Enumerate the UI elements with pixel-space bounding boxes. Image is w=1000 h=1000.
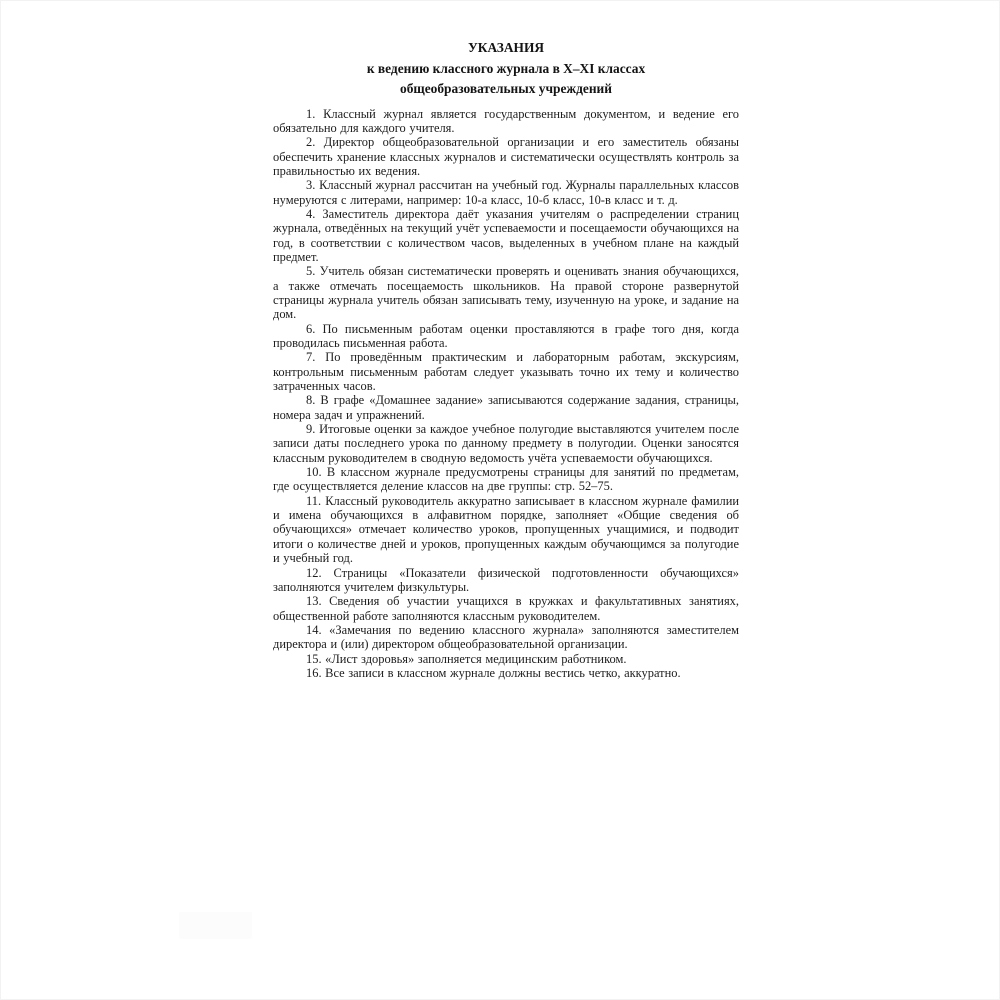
document-body <box>273 107 739 681</box>
instruction-item: 4. Заместитель директора даёт указания учителям о распределении страниц журнала, отведённых на текущий учёт успеваемости и посещаемости обучающихся на год, в соответствии с количеством часов, выделенных в учебном плане на каждый предмет. <box>273 206 739 264</box>
instruction-item: 1. Классный журнал является государственным документом, и ведение его обязательно для каждого учителя. <box>273 106 739 135</box>
text-column <box>273 38 739 680</box>
instruction-item: 12. Страницы «Показатели физической подготовленности обучающихся» заполняются учителем физкультуры. <box>273 565 739 594</box>
instruction-item: 10. В классном журнале предусмотрены страницы для занятий по предметам, где осуществляется деление классов на две группы: стр. 52–75. <box>273 465 739 494</box>
instruction-item: 14. «Замечания по ведению классного журнала» заполняются заместителем директора и (или) директором общеобразовательной организации. <box>273 622 739 652</box>
instruction-item: 3. Классный журнал рассчитан на учебный год. Журналы параллельных классов нумеруются с литерами, например: 10-а класс, 10-б класс, 10-в класс и т. д. <box>273 178 739 207</box>
instruction-item: 13. Сведения об участии учащихся в кружках и факультативных занятиях, общественной работе заполняются классным руководителем. <box>273 594 739 623</box>
instruction-item: 16. Все записи в классном журнале должны вестись четко, аккуратно. <box>306 665 681 680</box>
instruction-item: 7. По проведённым практическим и лабораторным работам, экскурсиям, контрольным письменным работам следует указывать точно их тему и количество затраченных часов. <box>273 350 739 394</box>
instruction-item: 8. В графе «Домашнее задание» записываются содержание задания, страницы, номера задач и упражнений. <box>273 393 739 422</box>
instruction-item: 6. По письменным работам оценки проставляются в графе того дня, когда проводилась письменная работа. <box>273 321 739 350</box>
scan-artifact <box>179 912 252 939</box>
instruction-item: 15. «Лист здоровья» заполняется медицинским работником. <box>306 651 627 666</box>
title-line-3: общеобразовательных учреждений <box>400 81 612 96</box>
instruction-item: 5. Учитель обязан систематически проверять и оценивать знания обучающихся, а также отмечать посещаемость школьников. На правой стороне развернутой страницы журнала учитель обязан записывать тему, изученную на уроке, и задание на дом. <box>273 264 739 322</box>
document-title <box>273 38 739 100</box>
instruction-item: 11. Классный руководитель аккуратно записывает в классном журнале фамилии и имена обучающихся в алфавитном порядке, заполняет «Общие сведения об обучающихся» отмечает количество уроков, пропущенных учащимися, и подводит итоги о количестве дней и уроков, пропущенных каждым обучающимся за полугодие и учебный год. <box>273 493 739 566</box>
instruction-item: 9. Итоговые оценки за каждое учебное полугодие выставляются учителем после записи даты последнего урока по данному предмету в полугодии. Оценки заносятся классным руководителем в сводную ведомость учёта успеваемости обучающихся. <box>273 422 739 465</box>
title-line-2: к ведению классного журнала в X–XI классах <box>366 60 646 76</box>
title-line-1: УКАЗАНИЯ <box>467 40 545 55</box>
instruction-item: 2. Директор общеобразовательной организации и его заместитель обязаны обеспечить хранение классных журналов и систематически осуществлять контроль за правильностью их ведения. <box>273 135 739 178</box>
